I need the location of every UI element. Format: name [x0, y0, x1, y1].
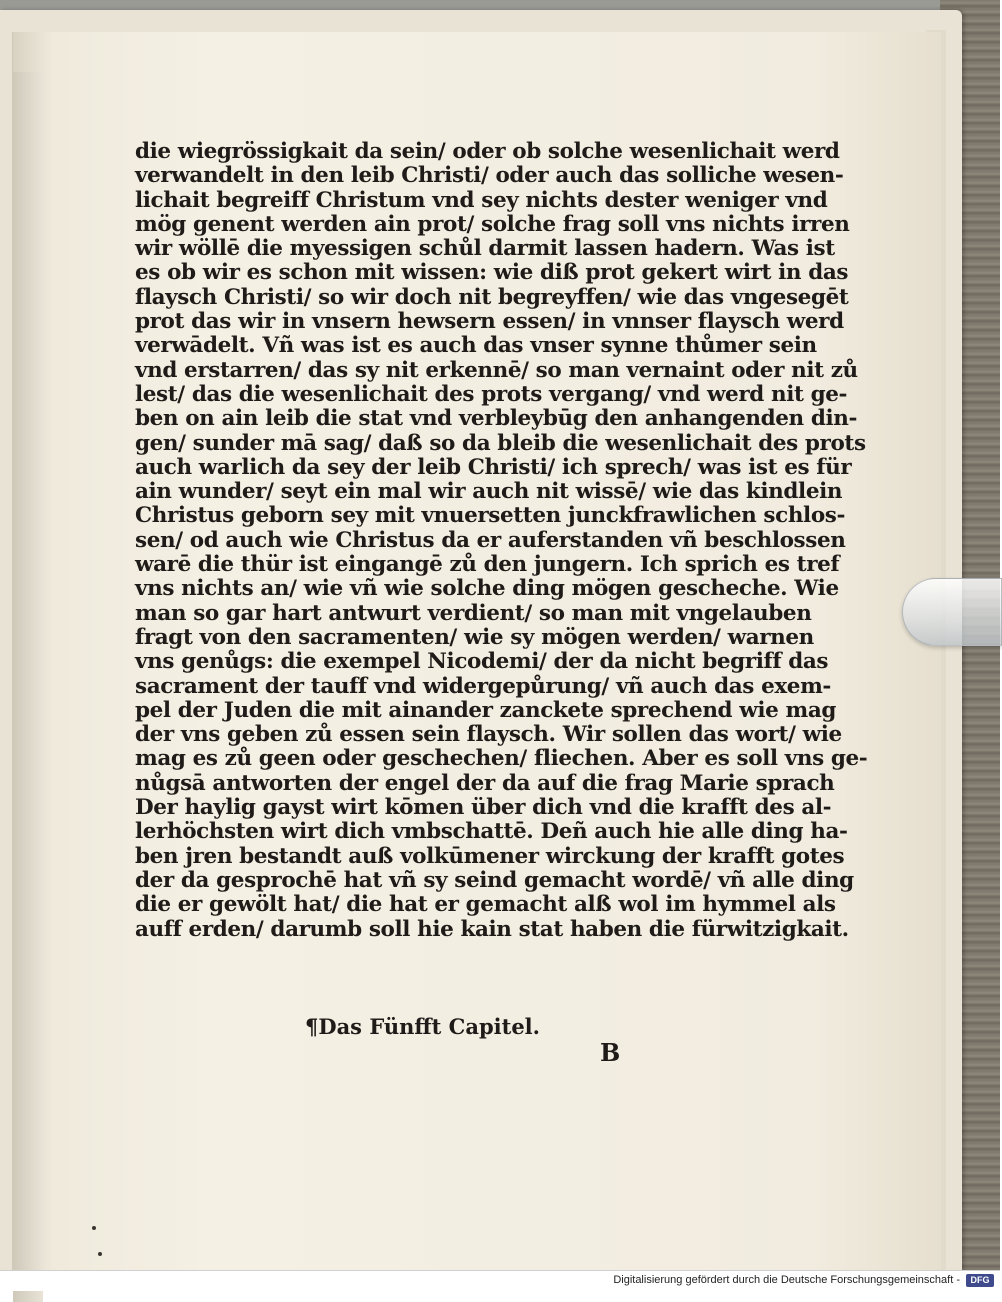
dfg-logo-icon: DFG [966, 1274, 994, 1287]
text-line: Christus geborn sey mit vnuersetten junckfrawlichen schlos- [135, 503, 845, 529]
ink-speck [98, 1252, 102, 1256]
signature-mark: B [600, 1038, 621, 1067]
text-line: lest/ das die wesenlichait des prots vergang/ vnd werd nit ge- [135, 381, 848, 407]
show-through-text [700, 985, 850, 1055]
text-line: vns genůgs: die exempel Nicodemi/ der da nicht begriff das [135, 649, 829, 675]
text-line: der vns geben zů essen sein flaysch. Wir sollen das wort/ wie [135, 722, 842, 748]
text-line: man so gar hart antwurt verdient/ so man mit vngelauben [135, 600, 812, 626]
text-line: lichait begreiff Christum vnd sey nichts dester weniger vnd [135, 187, 828, 213]
text-line: sacrament der tauff vnd widergepůrung/ vñ auch das exem- [135, 673, 831, 699]
text-line: die wiegrössigkait da sein/ oder ob solche wesenlichait werd [135, 139, 840, 164]
text-line: mög genent werden ain prot/ solche frag soll vns nichts irren [135, 211, 850, 237]
main-text-block [135, 139, 868, 942]
text-line: verwandelt in den leib Christi/ oder auch das solliche wesen- [135, 163, 844, 189]
text-line: fragt von den sacramenten/ wie sy mögen werden/ warnen [135, 624, 814, 650]
text-line: lerhöchsten wirt dich vmbschattē. Deñ auch hie alle ding ha- [135, 819, 848, 845]
text-line: die er gewölt hat/ die hat er gemacht alß wol im hymmel als [135, 892, 836, 918]
text-line: ain wunder/ seyt ein mal wir auch nit wissē/ wie das kindlein [135, 479, 843, 505]
text-line: prot das wir in vnsern hewsern essen/ in vnnser flaysch werd [135, 309, 844, 335]
text-line: sen/ od auch wie Christus da er auferstanden vñ beschlossen [135, 527, 846, 553]
page-gutter [13, 72, 43, 1302]
text-line: vnd erstarren/ das sy nit erkennē/ so man vernaint oder nit zů [135, 357, 858, 383]
text-line: gen/ sunder mā sag/ daß so da bleib die wesenlichait des prots [135, 430, 866, 456]
page-clip [902, 578, 1002, 646]
text-line: der da gesprochē hat vñ sy seind gemacht wordē/ vñ alle ding [135, 867, 854, 893]
text-line: mag es zů geen oder geschechen/ fliechen. Aber es soll vns ge- [135, 746, 868, 772]
text-line: auch warlich da sey der leib Christi/ ich sprech/ was ist es für [135, 454, 852, 480]
text-line: pel der Juden die mit ainander zanckete sprechend wie mag [135, 697, 837, 723]
text-line: ben on ain leib die stat vnd verbleybūg den anhangenden din- [135, 406, 857, 432]
text-line: Der haylig gayst wirt kōmen über dich vnd die krafft des al- [135, 795, 832, 821]
footer-bar [0, 1270, 1000, 1291]
text-line: warē die thür ist eingangē zů den jungern. Ich sprich es tref [135, 552, 840, 578]
text-line: wir wöllē die myessigen schůl darmit lassen hadern. Was ist [135, 236, 835, 262]
footer-credit: Digitalisierung gefördert durch die Deutsche Forschungsgemeinschaft - [613, 1274, 960, 1286]
chapter-heading: ¶Das Fünfft Capitel. [305, 1014, 540, 1039]
text-line: es ob wir es schon mit wissen: wie diß prot gekert wirt in das [135, 260, 849, 286]
text-line: ben jren bestandt auß volkūmener wirckung der krafft gotes [135, 843, 845, 869]
text-line: flaysch Christi/ so wir doch nit begreyffen/ wie das vngesegēt [135, 284, 849, 310]
ink-speck [92, 1226, 96, 1230]
text-line: nůgsā antworten der engel der da auf die frag Marie sprach [135, 770, 835, 796]
text-line: vns nichts an/ wie vñ wie solche ding mögen gescheche. Wie [135, 576, 839, 602]
text-line: verwādelt. Vñ was ist es auch das vnser synne thůmer sein [135, 333, 817, 359]
text-line: auff erden/ darumb soll hie kain stat haben die fürwitzigkait. [135, 916, 849, 942]
